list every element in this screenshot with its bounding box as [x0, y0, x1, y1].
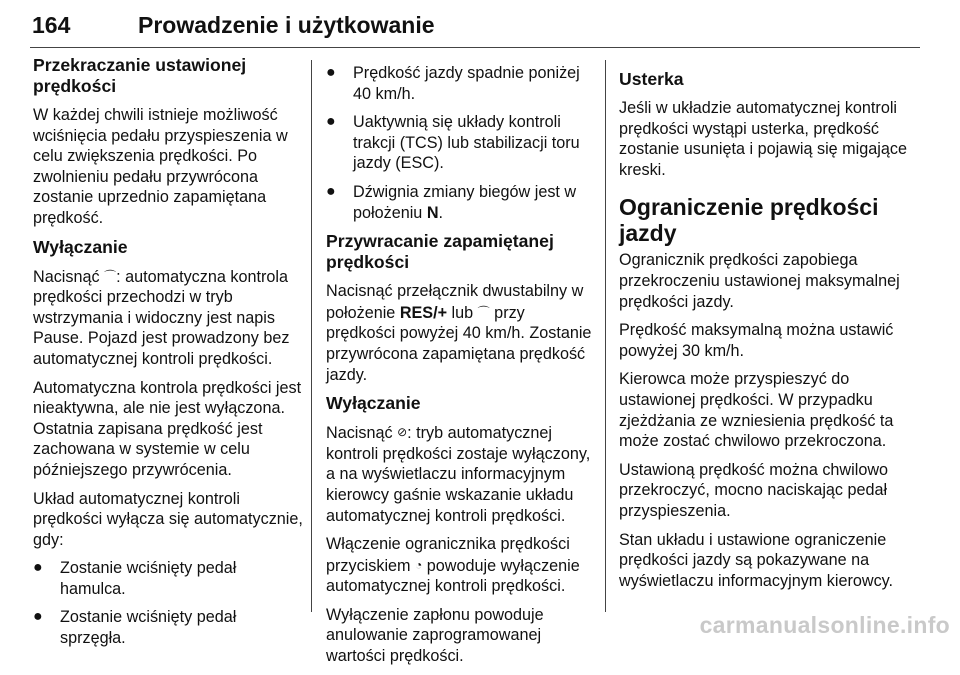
- heading-fault: Usterka: [619, 69, 684, 89]
- paragraph: Układ automatycznej kontroli prędkości wyłącza się automatycznie, gdy:: [33, 489, 303, 549]
- cruise-off-icon: ⊘: [397, 425, 408, 440]
- list-item: ● Uaktywnią się układy kontroli trakcji (TCS) lub stabilizacji toru jazdy (ESC).: [326, 113, 580, 173]
- bullet-icon: ●: [326, 113, 336, 131]
- bullet-icon: ●: [33, 608, 43, 626]
- paragraph: Wyłączenie zapłonu powoduje anulowanie zaprogramowanej wartości prędkości.: [326, 605, 544, 666]
- column-divider: [311, 60, 312, 612]
- paragraph: Prędkość maksymalną można ustawić powyżej 30 km/h.: [619, 321, 894, 360]
- paragraph: Nacisnąć ⌒: automatyczna kontrola prędkości przechodzi w tryb wstrzymania i widoczny jest napis Pause. Pojazd jest prowadzony bez automatycznej kontroli prędkości.: [33, 267, 290, 368]
- heading-restore: Przywracanie zapamiętanej prędkości: [326, 231, 554, 273]
- bullet-icon: ●: [33, 559, 43, 577]
- paragraph: Ustawioną prędkość można chwilowo przekroczyć, mocno naciskając pedał przyspieszenia.: [619, 460, 889, 520]
- watermark: carmanualsonline.info: [699, 612, 950, 638]
- paragraph: Nacisnąć przełącznik dwustabilny w położenie RES/+ lub ⌒ przy prędkości powyżej 40 km/h. Zostanie przywrócona zapamiętana prędkość jazdy.: [326, 282, 592, 384]
- chapter-title: Prowadzenie i użytkowanie: [138, 12, 435, 38]
- paragraph: W każdej chwili istnieje możliwość wciśnięcia pedału przyspieszenia w celu zwiększenia prędkości. Po zwolnieniu pedału przywrócona zostanie uprzednio zapamiętana prędkość.: [33, 106, 288, 227]
- list-item: ● Dźwignia zmiany biegów jest w położeniu N.: [326, 182, 577, 222]
- paragraph: Włączenie ogranicznika prędkości przyciskiem ◔ powoduje wyłączenie automatycznej kontroli prędkości.: [326, 535, 580, 596]
- list-item: ● Zostanie wciśnięty pedał hamulca.: [33, 559, 237, 598]
- list-item: ● Zostanie wciśnięty pedał sprzęgła.: [33, 608, 237, 648]
- column-2: [326, 63, 596, 675]
- column-3: [619, 55, 909, 599]
- paragraph: Kierowca może przyspieszyć do ustawionej prędkości. W przypadku zjeżdżania ze wzniesienia prędkość ta może zostać chwilowo przekroczona.: [619, 370, 894, 451]
- column-1: [33, 55, 303, 657]
- bullet-icon: ●: [326, 64, 336, 81]
- paragraph: Ogranicznik prędkości zapobiega przekroczeniu ustawionej maksymalnej prędkości jazdy.: [619, 251, 900, 311]
- cruise-control-icon: ⌒: [104, 268, 117, 283]
- list-item: ● Prędkość jazdy spadnie poniżej 40 km/h.: [326, 64, 580, 103]
- cruise-control-icon: ⌒: [477, 304, 490, 319]
- column-divider: [605, 60, 606, 612]
- heading-off: Wyłączanie: [33, 236, 128, 257]
- speed-limiter-icon: ◔: [415, 557, 423, 572]
- heading-speed-limiter: Ograniczenie prędkości jazdy: [619, 194, 879, 247]
- heading-off: Wyłączanie: [326, 393, 421, 414]
- paragraph: Nacisnąć ⊘: tryb automatycznej kontroli prędkości zostaje wyłączony, a na wyświetlaczu informacyjnym kierowcy gaśnie wskazanie układu automatycznej kontroli prędkości.: [326, 424, 591, 525]
- header-rule: [30, 47, 920, 48]
- page-number: 164: [32, 12, 71, 38]
- paragraph: Automatyczna kontrola prędkości jest nieaktywna, ale nie jest wyłączona. Ostatnia zapisana prędkość jest zachowana w systemie w celu późniejszego przywrócenia.: [33, 378, 302, 479]
- page-header: [30, 4, 920, 44]
- heading-exceed-speed: Przekraczanie ustawionej prędkości: [33, 55, 247, 96]
- bullet-icon: ●: [326, 182, 336, 200]
- paragraph: Stan układu i ustawione ograniczenie prędkości jazdy są pokazywane na wyświetlaczu informacyjnym kierowcy.: [619, 530, 894, 590]
- paragraph: Jeśli w układzie automatycznej kontroli prędkości wystąpi usterka, prędkość zostanie usunięta i pojawią się migające kreski.: [619, 99, 907, 179]
